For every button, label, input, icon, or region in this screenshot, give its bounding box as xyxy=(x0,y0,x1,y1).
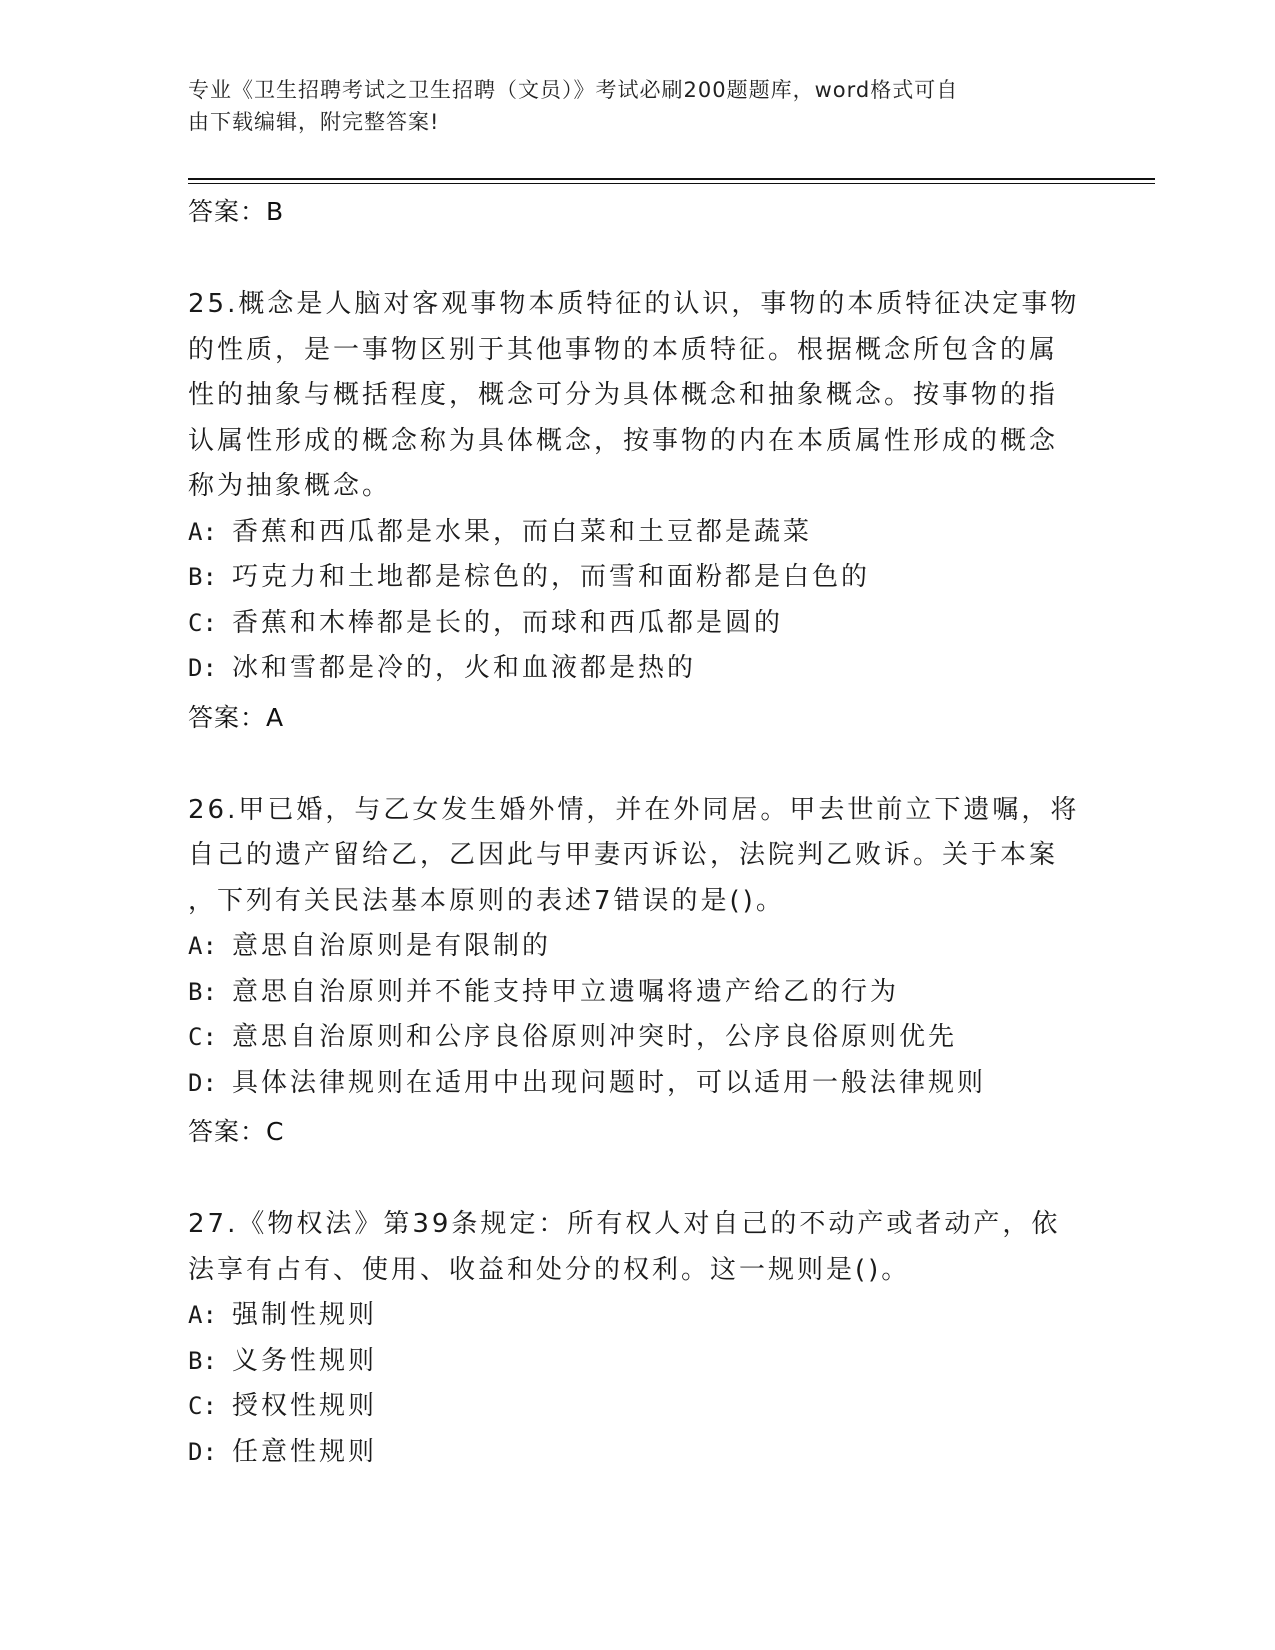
answer-line: 答案：C xyxy=(188,1117,285,1146)
option-c xyxy=(188,1015,1088,1061)
question-stem xyxy=(188,788,1088,925)
option-text: 意思自治原则和公序良俗原则冲突时，公序良俗原则优先 xyxy=(232,1022,958,1052)
option-letter: C: xyxy=(188,1023,217,1051)
option-letter: A: xyxy=(188,1301,217,1329)
stem-line: 的性质，是一事物区别于其他事物的本质特征。根据概念所包含的属 xyxy=(188,334,1059,365)
option-text: 冰和雪都是冷的，火和血液都是热的 xyxy=(232,653,697,683)
question-block-25 xyxy=(188,282,1088,738)
stem-line: ，下列有关民法基本原则的表述7错误的是()。 xyxy=(188,885,785,916)
option-text: 香蕉和西瓜都是水果，而白菜和土豆都是蔬菜 xyxy=(232,516,813,547)
question-content xyxy=(188,190,1088,1475)
option-text: 意思自治原则并不能支持甲立遗嘱将遗产给乙的行为 xyxy=(232,976,900,1007)
option-text: 意思自治原则是有限制的 xyxy=(232,931,552,961)
option-text: 强制性规则 xyxy=(232,1300,378,1330)
spacer xyxy=(188,232,1088,282)
option-letter: B: xyxy=(188,977,217,1006)
option-text: 义务性规则 xyxy=(232,1345,378,1376)
option-letter: B: xyxy=(188,563,217,591)
header-divider-thick xyxy=(188,178,1155,180)
spacer xyxy=(188,738,1088,788)
option-a xyxy=(188,510,1088,556)
option-a xyxy=(188,924,1088,970)
option-d xyxy=(188,646,1088,692)
option-letter: C: xyxy=(188,608,217,637)
stem-line: 性的抽象与概括程度，概念可分为具体概念和抽象概念。按事物的指 xyxy=(188,380,1059,410)
option-c xyxy=(188,1384,1088,1430)
stem-line: 法享有占有、使用、收益和处分的权利。这一规则是()。 xyxy=(188,1254,911,1285)
stem-line: 认属性形成的概念称为具体概念，按事物的内在本质属性形成的概念 xyxy=(188,425,1059,456)
option-a xyxy=(188,1293,1088,1339)
question-block-26 xyxy=(188,788,1088,1153)
page-header xyxy=(188,74,1078,138)
option-text: 授权性规则 xyxy=(232,1391,378,1421)
option-b xyxy=(188,970,1088,1016)
option-text: 香蕉和木棒都是长的，而球和西瓜都是圆的 xyxy=(232,607,784,638)
option-letter: D: xyxy=(188,654,217,682)
question-stem xyxy=(188,1202,1088,1293)
question-block-27 xyxy=(188,1202,1088,1475)
option-text: 任意性规则 xyxy=(232,1436,378,1467)
stem-line: 26.甲已婚，与乙女发生婚外情，并在外同居。甲去世前立下遗嘱，将 xyxy=(188,794,1080,825)
stem-line: 称为抽象概念。 xyxy=(188,471,392,501)
stem-line: 27.《物权法》第39条规定：所有权人对自己的不动产或者动产，依 xyxy=(188,1209,1061,1239)
option-d xyxy=(188,1430,1088,1476)
answer-line: 答案：A xyxy=(188,702,285,732)
header-line-1: 专业《卫生招聘考试之卫生招聘（文员）》考试必刷200题题库，word格式可自 xyxy=(188,78,959,102)
option-text: 具体法律规则在适用中出现问题时，可以适用一般法律规则 xyxy=(232,1067,987,1098)
option-d xyxy=(188,1061,1088,1107)
option-b xyxy=(188,555,1088,601)
previous-answer: 答案：B xyxy=(188,197,285,226)
spacer xyxy=(188,1152,1088,1202)
option-letter: A: xyxy=(188,517,217,546)
option-letter: D: xyxy=(188,1068,217,1097)
question-stem xyxy=(188,282,1088,510)
option-b xyxy=(188,1339,1088,1385)
header-divider-thin xyxy=(188,183,1155,184)
option-letter: D: xyxy=(188,1437,217,1466)
option-text: 巧克力和土地都是棕色的，而雪和面粉都是白色的 xyxy=(232,562,871,592)
option-letter: B: xyxy=(188,1346,217,1375)
header-line-2: 由下载编辑，附完整答案! xyxy=(188,110,440,134)
stem-line: 自己的遗产留给乙，乙因此与甲妻丙诉讼，法院判乙败诉。关于本案 xyxy=(188,840,1059,870)
option-letter: A: xyxy=(188,932,217,960)
stem-line: 25.概念是人脑对客观事物本质特征的认识，事物的本质特征决定事物 xyxy=(188,289,1080,319)
option-letter: C: xyxy=(188,1392,217,1420)
option-c xyxy=(188,601,1088,647)
